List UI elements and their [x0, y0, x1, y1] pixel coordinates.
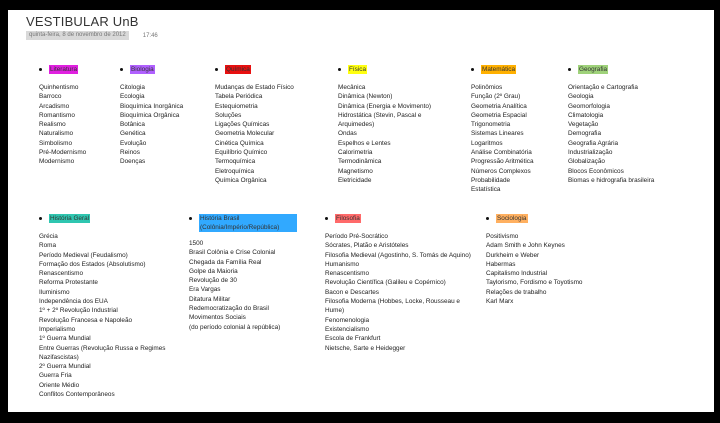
topic-item: Era Vargas — [189, 286, 221, 294]
topic-item: Brasil Colônia e Crise Colonial — [189, 249, 276, 257]
topic-item: Industrialização — [568, 149, 613, 157]
topic-item: Redemocratização do Brasil — [189, 305, 269, 313]
topic-item: Sistemas Lineares — [471, 130, 524, 138]
topic-list — [39, 83, 117, 167]
topic-item: Geologia — [568, 93, 594, 101]
topic-item: Hidrostática (Stevin, Pascal e Arquimedes) — [338, 111, 422, 129]
section-label: Geografia — [579, 66, 608, 73]
topic-list — [568, 83, 708, 185]
topic-item: Calorimetria — [338, 149, 373, 157]
topic-item: Capitalismo Industrial — [486, 270, 548, 278]
topic-item: Geografia Agrária — [568, 139, 619, 147]
topic-item: Nietsche, Sarte e Heidegger — [325, 344, 406, 352]
topic-item: Humanismo — [325, 260, 360, 268]
topic-item: Estequiometria — [215, 102, 258, 110]
topic-item: Romantismo — [39, 111, 75, 119]
topic-item: Pré-Modernismo — [39, 149, 87, 157]
topic-item: Guerra Fria — [39, 372, 72, 380]
topic-item: 1500 — [189, 240, 204, 247]
bullet-icon — [39, 217, 42, 220]
document-page — [8, 10, 714, 412]
topic-item: Ligações Químicas — [215, 121, 270, 129]
topic-item: Mecânica — [338, 84, 366, 91]
topic-item: Polinômios — [471, 84, 503, 91]
topic-item: Climatologia — [568, 111, 604, 119]
topic-item: Revolução Francesa e Napoleão — [39, 316, 133, 324]
topic-item: Função (2º Grau) — [471, 93, 521, 101]
section-label: Biologia — [131, 66, 154, 73]
topic-item: Imperialismo — [39, 325, 76, 333]
section-label: Literatura — [50, 66, 77, 73]
topic-item: Sócrates, Platão e Aristóteles — [325, 242, 409, 250]
section-sociologia — [486, 214, 596, 306]
bullet-icon — [338, 68, 341, 71]
topic-item: Taylorismo, Fordismo e Toyotismo — [486, 279, 583, 287]
topic-item: Citologia — [120, 84, 145, 91]
topic-item: 1º Guerra Mundial — [39, 335, 91, 343]
topic-item: Movimentos Sociais — [189, 314, 246, 322]
page-title: VESTIBULAR UnB — [26, 14, 139, 29]
section-label: Filosofia — [336, 215, 360, 222]
topic-item: Genética — [120, 130, 146, 138]
section-literatura — [39, 65, 117, 167]
section-label: História Geral — [50, 215, 90, 222]
topic-item: Trigonometria — [471, 121, 511, 129]
topic-item: Revolução Científica (Galileu e Copérnico) — [325, 279, 446, 287]
topic-item: Termodinâmica — [338, 158, 382, 166]
time-text: 17:46 — [142, 32, 158, 39]
bullet-icon — [39, 68, 42, 71]
topic-item: Relações de trabalho — [486, 288, 547, 296]
section-label: Matemática — [482, 66, 516, 73]
section-biologia — [120, 65, 216, 167]
section-label: Física — [349, 66, 367, 73]
topic-item: Geomorfologia — [568, 102, 610, 110]
date-line — [26, 31, 158, 40]
topic-item: Dinâmica (Energia e Movimento) — [338, 102, 432, 110]
topic-list — [486, 232, 596, 306]
topic-item: Vegetação — [568, 121, 599, 129]
bullet-icon — [471, 68, 474, 71]
section-geografia — [568, 65, 708, 185]
topic-item: Roma — [39, 242, 57, 250]
topic-item: Renascentismo — [325, 270, 370, 278]
topic-item: Naturalismo — [39, 130, 74, 138]
topic-item: Geometria Analítica — [471, 102, 527, 110]
section-historia-geral — [39, 214, 179, 399]
topic-item: Quinhentismo — [39, 84, 79, 91]
topic-item: Período Medieval (Feudalismo) — [39, 251, 128, 259]
topic-item: Análise Combinatória — [471, 149, 532, 157]
topic-item: Estatística — [471, 186, 501, 194]
topic-item: Soluções — [215, 111, 242, 119]
topic-item: Magnetismo — [338, 167, 373, 175]
topic-item: Golpe da Maioria — [189, 267, 238, 275]
section-fisica — [338, 65, 450, 185]
topic-item: 2º Guerra Mundial — [39, 363, 91, 371]
topic-list — [338, 83, 450, 185]
topic-item: Química Orgânica — [215, 176, 267, 184]
topic-list — [189, 239, 309, 332]
topic-item: Espelhos e Lentes — [338, 139, 391, 147]
topic-item: Período Pré-Socrático — [325, 233, 388, 240]
topic-item: Logaritmos — [471, 139, 503, 147]
date-text: quinta-feira, 8 de novembro de 2012 — [26, 31, 129, 40]
section-historia-brasil — [189, 214, 309, 332]
topic-item: Oriente Médio — [39, 381, 80, 389]
topic-item: Adam Smith e John Keynes — [486, 242, 565, 250]
topic-item: Conflitos Contemporâneos — [39, 391, 115, 399]
topic-item: Bacon e Descartes — [325, 288, 379, 296]
topic-item: Ecologia — [120, 93, 145, 101]
topic-item: Termoquímica — [215, 158, 256, 166]
topic-item: Filosofia Moderna (Hobbes, Locke, Rousseau e Hume) — [325, 298, 460, 315]
topic-list — [215, 83, 335, 185]
topic-item: Reforma Protestante — [39, 279, 98, 287]
topic-item: Entre Guerras (Revolução Russa e Regimes Nazifascistas) — [39, 344, 166, 361]
topic-item: Probabilidade — [471, 176, 511, 184]
topic-item: Karl Marx — [486, 298, 514, 306]
topic-item: Globalização — [568, 158, 605, 166]
topic-item: Blocos Econômicos — [568, 167, 624, 175]
bullet-icon — [325, 217, 328, 220]
topic-item: Números Complexos — [471, 167, 531, 175]
topic-list — [39, 232, 179, 399]
topic-item: (do período colonial à república) — [189, 323, 281, 331]
topic-item: Durkheim e Weber — [486, 251, 540, 259]
topic-item: Positivismo — [486, 233, 519, 240]
topic-item: Dinâmica (Newton) — [338, 93, 393, 101]
section-filosofia — [325, 214, 475, 353]
topic-item: Evolução — [120, 139, 147, 147]
topic-item: Formação dos Estados (Absolutismo) — [39, 260, 146, 268]
topic-item: Equilíbrio Químico — [215, 149, 268, 157]
section-label: Sociologia — [497, 215, 527, 222]
topic-item: Barroco — [39, 93, 62, 101]
topic-item: 1º + 2º Revolução Industrial — [39, 307, 118, 315]
topic-item: Escola de Frankfurt — [325, 335, 381, 343]
topic-item: Modernismo — [39, 158, 75, 166]
topic-item: Eletroquímica — [215, 167, 255, 175]
topic-item: Simbolismo — [39, 139, 73, 147]
topic-item: Reinos — [120, 149, 140, 157]
topic-item: Ditatura Militar — [189, 295, 231, 303]
topic-item: Doenças — [120, 158, 146, 166]
bullet-icon — [189, 217, 192, 220]
topic-item: Arcadismo — [39, 102, 70, 110]
topic-item: Botânica — [120, 121, 145, 129]
section-quimica — [215, 65, 335, 185]
topic-list — [471, 83, 563, 195]
topic-item: Bioquímica Orgânica — [120, 111, 180, 119]
topic-item: Biomas e hidrografia brasileira — [568, 176, 655, 184]
topic-item: Iluminismo — [39, 288, 70, 296]
topic-item: Demografia — [568, 130, 602, 138]
topic-item: Orientação e Cartografia — [568, 84, 638, 91]
topic-item: Realismo — [39, 121, 66, 129]
topic-item: Renascentismo — [39, 270, 84, 278]
topic-item: Habermas — [486, 260, 516, 268]
topic-list — [325, 232, 475, 353]
topic-item: Mudanças de Estado Físico — [215, 84, 294, 91]
bullet-icon — [568, 68, 571, 71]
topic-item: Independência dos EUA — [39, 298, 108, 306]
topic-item: Cinética Química — [215, 139, 264, 147]
topic-item: Geometria Espacial — [471, 111, 527, 119]
section-label: História Brasil (Colônia/Império/República) — [199, 214, 297, 232]
topic-item: Fenomenologia — [325, 316, 370, 324]
bullet-icon — [486, 217, 489, 220]
topic-item: Eletricidade — [338, 176, 372, 184]
topic-item: Geometria Molecular — [215, 130, 275, 138]
topic-item: Revolução de 30 — [189, 277, 237, 285]
topic-item: Grécia — [39, 233, 58, 240]
topic-item: Existencialismo — [325, 325, 370, 333]
section-matematica — [471, 65, 563, 195]
topic-item: Filosofia Medieval (Agostinho, S. Tomás de Aquino) — [325, 251, 471, 259]
topic-item: Progressão Aritmética — [471, 158, 534, 166]
bullet-icon — [120, 68, 123, 71]
topic-item: Ondas — [338, 130, 357, 138]
topic-item: Chegada da Família Real — [189, 258, 262, 266]
topic-list — [120, 83, 216, 167]
section-label: Química — [226, 66, 250, 73]
topic-item: Tabela Periódica — [215, 93, 263, 101]
bullet-icon — [215, 68, 218, 71]
topic-item: Bioquímica Inorgânica — [120, 102, 184, 110]
